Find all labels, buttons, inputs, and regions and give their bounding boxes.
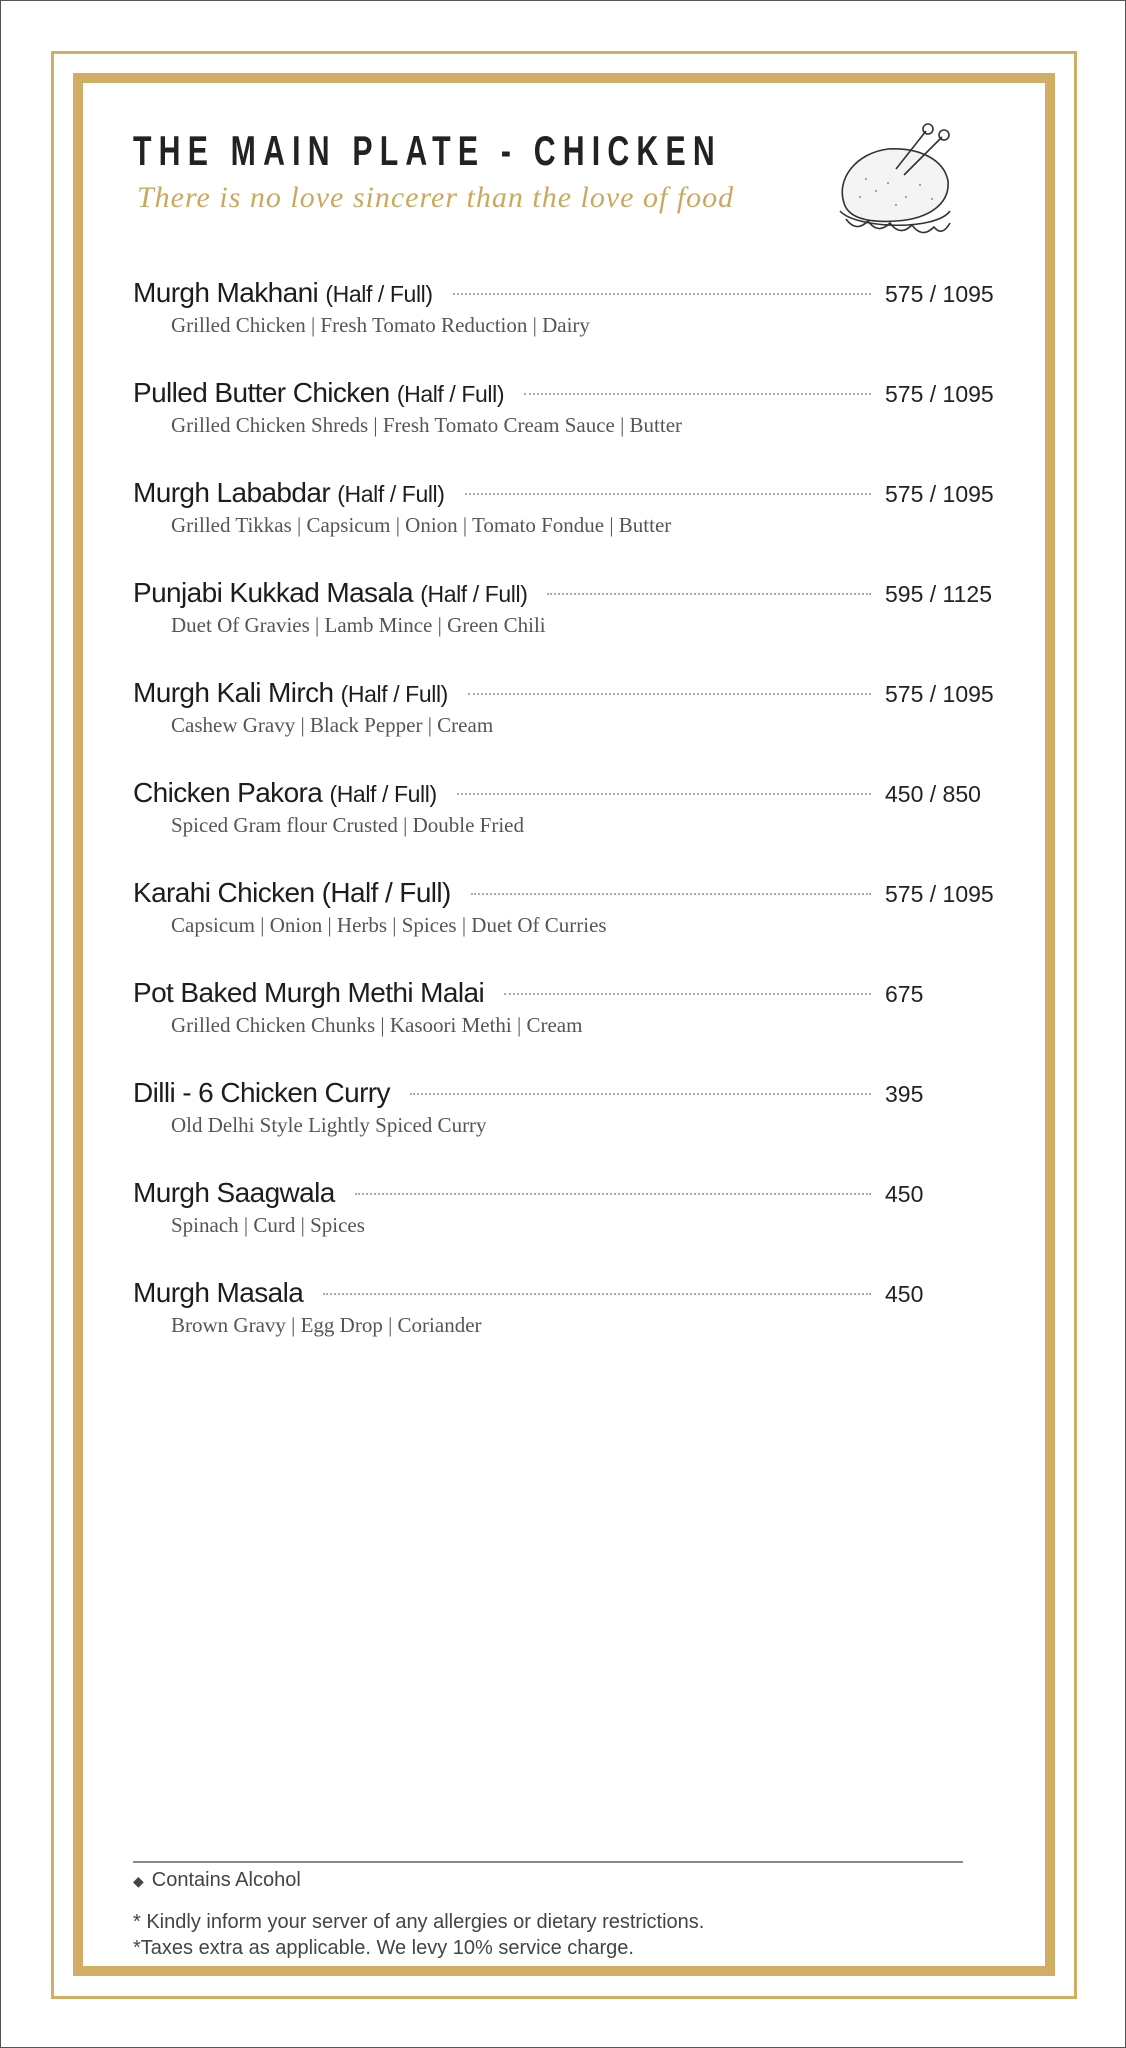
item-name-text: Murgh Lababdar [133,477,331,508]
diamond-icon: ◆ [133,1873,144,1889]
item-description: Spinach | Curd | Spices [171,1213,365,1237]
item-description: Cashew Gravy | Black Pepper | Cream [171,713,494,737]
item-name [133,677,448,709]
item-name-text: Pulled Butter Chicken [133,377,390,408]
item-name [133,377,504,409]
menu-item [133,577,1013,677]
dot-leader [471,893,871,895]
item-description: Brown Gravy | Egg Drop | Coriander [171,1313,482,1337]
item-size: (Half / Full) [329,781,437,807]
menu-items [133,277,1013,1377]
dot-leader [355,1193,871,1195]
menu-item [133,1177,1013,1277]
allergy-note: * Kindly inform your server of any allergies or dietary restrictions. [133,1911,705,1933]
menu-item [133,477,1013,577]
item-size: (Half / Full) [420,581,528,607]
item-description: Old Delhi Style Lightly Spiced Curry [171,1113,487,1137]
item-price: 450 [885,1281,924,1307]
menu-item [133,1277,1013,1377]
tagline: There is no love sincerer than the love of food [137,181,735,214]
item-description: Duet Of Gravies | Lamb Mince | Green Chili [171,613,546,637]
item-price: 575 / 1095 [885,281,994,307]
page-title: THE MAIN PLATE - CHICKEN [133,127,722,174]
item-description: Capsicum | Onion | Herbs | Spices | Duet Of Curries [171,913,607,937]
menu-item [133,877,1013,977]
dot-leader [524,393,871,395]
dot-leader [457,793,871,795]
alcohol-label: Contains Alcohol [151,1869,301,1891]
item-name-text: Dilli - 6 Chicken Curry [133,1077,390,1108]
menu-item-row [133,577,1013,611]
dot-leader [468,693,871,695]
dot-leader [465,493,871,495]
dot-leader [410,1093,871,1095]
item-description: Grilled Chicken Chunks | Kasoori Methi | Cream [171,1013,583,1037]
menu-item-row [133,477,1013,511]
item-price: 575 / 1095 [885,481,994,507]
item-name-text: Murgh Saagwala [133,1177,335,1208]
menu-item [133,1077,1013,1177]
item-name [133,277,433,309]
menu-item-row [133,777,1013,811]
item-size: (Half / Full) [340,681,448,707]
dot-leader [453,293,871,295]
item-name [133,977,484,1009]
item-name [133,1277,303,1309]
menu-item-row [133,377,1013,411]
menu-item-row [133,677,1013,711]
item-name [133,577,527,609]
item-description: Spiced Gram flour Crusted | Double Fried [171,813,524,837]
item-price: 575 / 1095 [885,881,994,907]
menu-item-row [133,1077,1013,1111]
item-name [133,777,437,809]
item-size: (Half / Full) [396,381,505,407]
menu-item-row [133,977,1013,1011]
item-name-text: Karahi Chicken (Half / Full) [133,877,451,908]
item-size: (Half / Full) [325,281,433,307]
item-price: 395 [885,1081,924,1107]
item-description: Grilled Chicken Shreds | Fresh Tomato Cream Sauce | Butter [171,413,683,437]
dot-leader [504,993,871,995]
tax-note: *Taxes extra as applicable. We levy 10% service charge. [133,1937,634,1959]
footer-divider [133,1861,963,1863]
item-name [133,1177,335,1209]
item-name [133,1077,390,1109]
item-price: 450 [885,1181,924,1207]
item-description: Grilled Tikkas | Capsicum | Onion | Tomato Fondue | Butter [171,513,672,537]
dot-leader [323,1293,871,1295]
menu-item-row [133,277,1013,311]
item-name [133,477,445,509]
menu-item [133,977,1013,1077]
menu-item-row [133,877,1013,911]
menu-item [133,277,1013,377]
item-name-text: Murgh Kali Mirch [133,677,334,708]
item-price: 575 / 1095 [885,681,994,707]
item-description: Grilled Chicken | Fresh Tomato Reduction | Dairy [171,313,590,337]
menu-item-row [133,1277,1013,1311]
item-price: 450 / 850 [885,781,981,807]
item-name-text: Punjabi Kukkad Masala [133,577,414,608]
menu-item-row [133,1177,1013,1211]
item-name [133,877,451,909]
roast-chicken-icon [826,119,966,243]
alcohol-legend [133,1869,301,1892]
item-name-text: Murgh Masala [133,1277,304,1308]
dot-leader [547,593,871,595]
item-name-text: Pot Baked Murgh Methi Malai [133,977,485,1008]
menu-item [133,377,1013,477]
item-name-text: Murgh Makhani [133,277,319,308]
item-name-text: Chicken Pakora [133,777,323,808]
item-size: (Half / Full) [337,481,445,507]
menu-item [133,777,1013,877]
item-price: 595 / 1125 [885,581,993,607]
item-price: 575 / 1095 [885,381,994,407]
menu-item [133,677,1013,777]
item-price: 675 [885,981,924,1007]
